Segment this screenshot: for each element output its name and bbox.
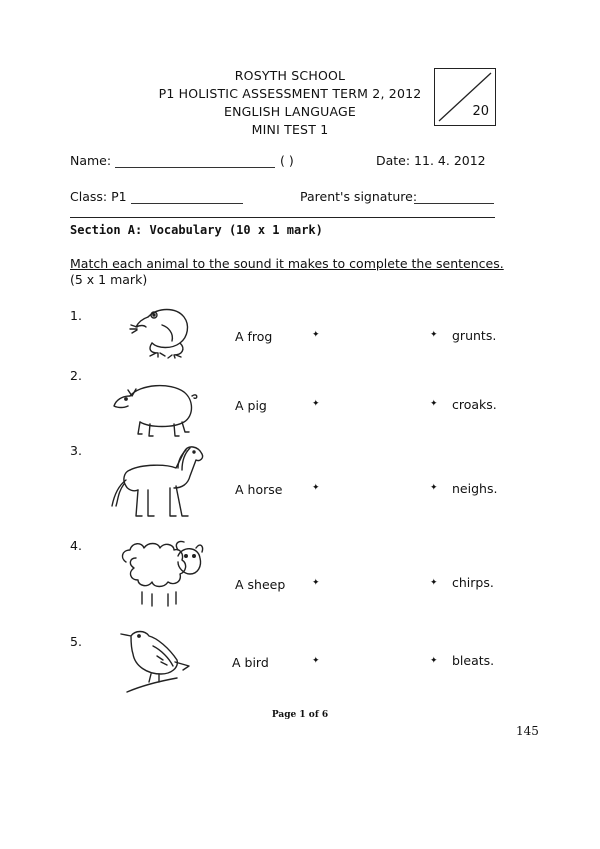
item-number: 3. <box>70 443 82 458</box>
item-number: 1. <box>70 308 82 323</box>
sound-word: bleats. <box>452 653 495 668</box>
animal-phrase: A frog <box>235 329 273 344</box>
pig-icon <box>110 376 200 442</box>
section-title: Section A: Vocabulary (10 x 1 mark) <box>70 223 323 237</box>
frog-icon <box>128 303 198 359</box>
class-label: Class: P1 <box>70 189 127 204</box>
right-match-dot[interactable]: ✦ <box>430 399 438 409</box>
subject-title: ENGLISH LANGUAGE <box>224 104 356 119</box>
sound-word: chirps. <box>452 575 494 590</box>
corner-number: 145 <box>516 724 539 738</box>
index-paren: ( ) <box>280 153 294 168</box>
item-number: 2. <box>70 368 82 383</box>
right-match-dot[interactable]: ✦ <box>430 656 438 666</box>
left-match-dot[interactable]: ✦ <box>312 483 320 493</box>
left-match-dot[interactable]: ✦ <box>312 656 320 666</box>
right-match-dot[interactable]: ✦ <box>430 483 438 493</box>
school-name: ROSYTH SCHOOL <box>234 68 346 83</box>
left-match-dot[interactable]: ✦ <box>312 330 320 340</box>
horse-icon <box>108 440 208 522</box>
page-number: Page 1 of 6 <box>271 710 329 720</box>
item-number: 4. <box>70 538 82 553</box>
date-label: Date: 11. 4. 2012 <box>376 153 486 168</box>
right-match-dot[interactable]: ✦ <box>430 578 438 588</box>
sound-word: neighs. <box>452 481 498 496</box>
assessment-title: P1 HOLISTIC ASSESSMENT TERM 2, 2012 <box>158 86 422 101</box>
animal-phrase: A pig <box>235 398 267 413</box>
sound-word: croaks. <box>452 397 497 412</box>
right-match-dot[interactable]: ✦ <box>430 330 438 340</box>
parent-signature-label: Parent's signature: <box>300 189 418 204</box>
class-field[interactable] <box>131 191 243 204</box>
animal-phrase: A bird <box>232 655 269 670</box>
sound-word: grunts. <box>452 328 497 343</box>
parent-signature-field[interactable] <box>414 191 494 204</box>
left-match-dot[interactable]: ✦ <box>312 578 320 588</box>
left-match-dot[interactable]: ✦ <box>312 399 320 409</box>
name-field[interactable] <box>115 155 275 168</box>
sheep-icon <box>112 538 204 612</box>
instruction-text: Match each animal to the sound it makes to complete the sentences. <box>70 256 504 271</box>
animal-phrase: A horse <box>235 482 283 497</box>
score-total: 20 <box>472 104 489 119</box>
marks-text: (5 x 1 mark) <box>70 272 148 287</box>
bird-icon <box>117 626 193 696</box>
item-number: 5. <box>70 634 82 649</box>
animal-phrase: A sheep <box>235 577 286 592</box>
name-label: Name: <box>70 153 112 168</box>
divider <box>70 217 495 218</box>
test-title: MINI TEST 1 <box>251 122 329 137</box>
score-box <box>434 68 496 126</box>
